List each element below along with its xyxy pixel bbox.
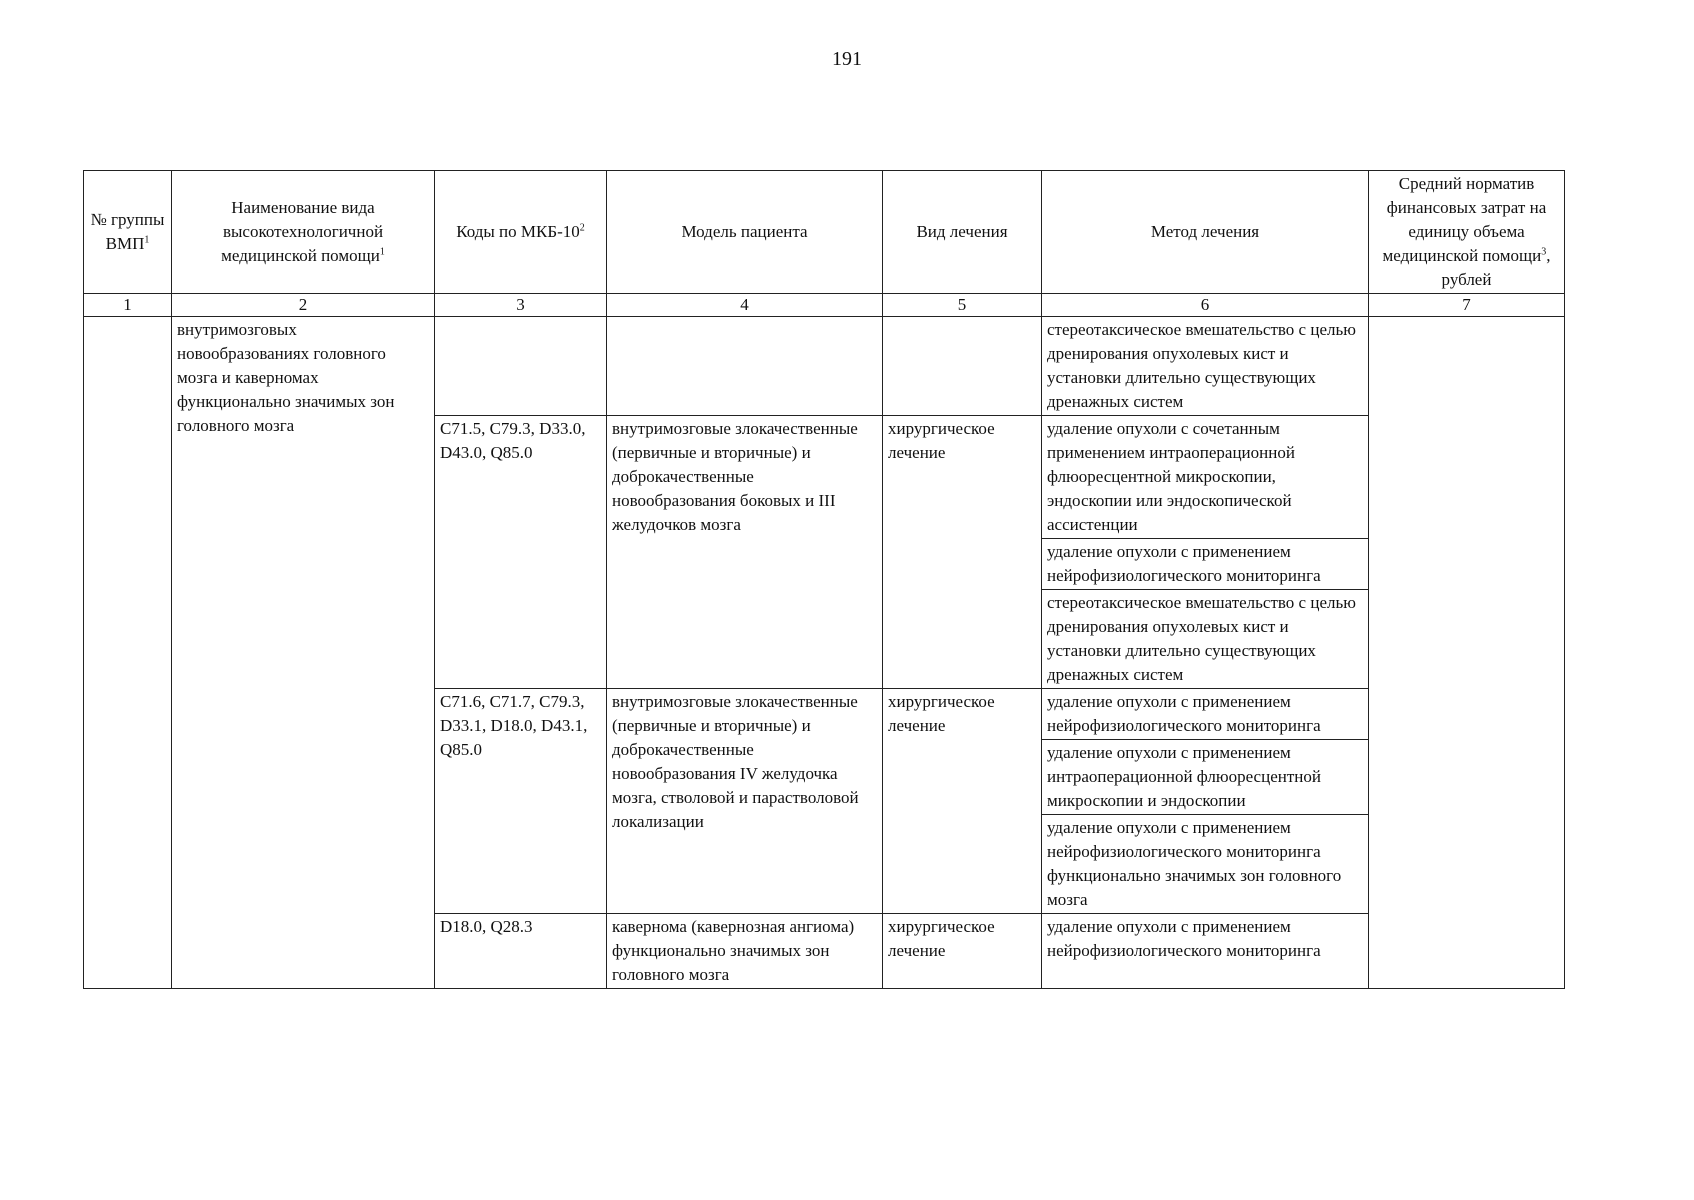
patient-model-cell: внутримозговые злокачественные (первичные и вторичные) и доброкачественные новообразования IV желудочка мозга, стволовой и парастволовой локализации — [607, 689, 883, 914]
treatment-method-cell: удаление опухоли с применением нейрофизиологического мониторинга функционально значимых зон головного мозга — [1042, 815, 1369, 914]
patient-model-cell — [607, 317, 883, 416]
table-row — [84, 317, 1565, 416]
column-number: 1 — [84, 294, 172, 317]
header-financial-norm: Средний норматив финансовых затрат на единицу объема медицинской помощи$^3$, рублей — [1369, 171, 1565, 294]
header-row — [84, 171, 1565, 294]
header-treatment-type: Вид лечения — [883, 171, 1042, 294]
treatment-type-cell — [883, 317, 1042, 416]
column-number: 2 — [172, 294, 435, 317]
financial-norm-cell — [1369, 317, 1565, 989]
header-treatment-method: Метод лечения — [1042, 171, 1369, 294]
icd-codes-cell — [435, 317, 607, 416]
patient-model-cell: внутримозговые злокачественные (первичные и вторичные) и доброкачественные новообразования боковых и III желудочков мозга — [607, 416, 883, 689]
group-number-cell — [84, 317, 172, 989]
treatment-method-cell: удаление опухоли с применением интраоперационной флюоресцентной микроскопии и эндоскопии — [1042, 740, 1369, 815]
page-number: 191 — [832, 48, 862, 70]
treatment-method-cell: удаление опухоли с сочетанным применением интраоперационной флюоресцентной микроскопии, эндоскопии или эндоскопической ассистенции — [1042, 416, 1369, 539]
icd-codes-cell: D18.0, Q28.3 — [435, 914, 607, 989]
treatment-method-cell: удаление опухоли с применением нейрофизиологического мониторинга — [1042, 914, 1369, 989]
column-number: 4 — [607, 294, 883, 317]
patient-model-cell: кавернома (кавернозная ангиома) функционально значимых зон головного мозга — [607, 914, 883, 989]
treatment-method-cell: удаление опухоли с применением нейрофизиологического мониторинга — [1042, 689, 1369, 740]
treatment-type-cell: хирургическое лечение — [883, 914, 1042, 989]
header-patient-model: Модель пациента — [607, 171, 883, 294]
header-icd-codes: Коды по МКБ-$10^2$ — [435, 171, 607, 294]
treatment-method-cell: удаление опухоли с применением нейрофизиологического мониторинга — [1042, 539, 1369, 590]
column-number-row — [84, 294, 1565, 317]
column-number: 5 — [883, 294, 1042, 317]
treatment-type-cell: хирургическое лечение — [883, 416, 1042, 689]
icd-codes-cell: C71.5, C79.3, D33.0, D43.0, Q85.0 — [435, 416, 607, 689]
column-number: 6 — [1042, 294, 1369, 317]
care-type-cell: внутримозговых новообразованиях головного мозга и каверномах функционально значимых зон головного мозга — [172, 317, 435, 989]
treatment-method-cell: стереотаксическое вмешательство с целью дренирования опухолевых кист и установки длительно существующих дренажных систем — [1042, 590, 1369, 689]
column-number: 3 — [435, 294, 607, 317]
treatment-type-cell: хирургическое лечение — [883, 689, 1042, 914]
header-group-number: № группы ВМП$^1$ — [84, 171, 172, 294]
medical-care-table — [83, 170, 1565, 989]
icd-codes-cell: C71.6, C71.7, C79.3, D33.1, D18.0, D43.1, Q85.0 — [435, 689, 607, 914]
header-care-type: Наименование вида высокотехнологичной медицинской помощи$^1$ — [172, 171, 435, 294]
column-number: 7 — [1369, 294, 1565, 317]
treatment-method-cell: стереотаксическое вмешательство с целью дренирования опухолевых кист и установки длительно существующих дренажных систем — [1042, 317, 1369, 416]
